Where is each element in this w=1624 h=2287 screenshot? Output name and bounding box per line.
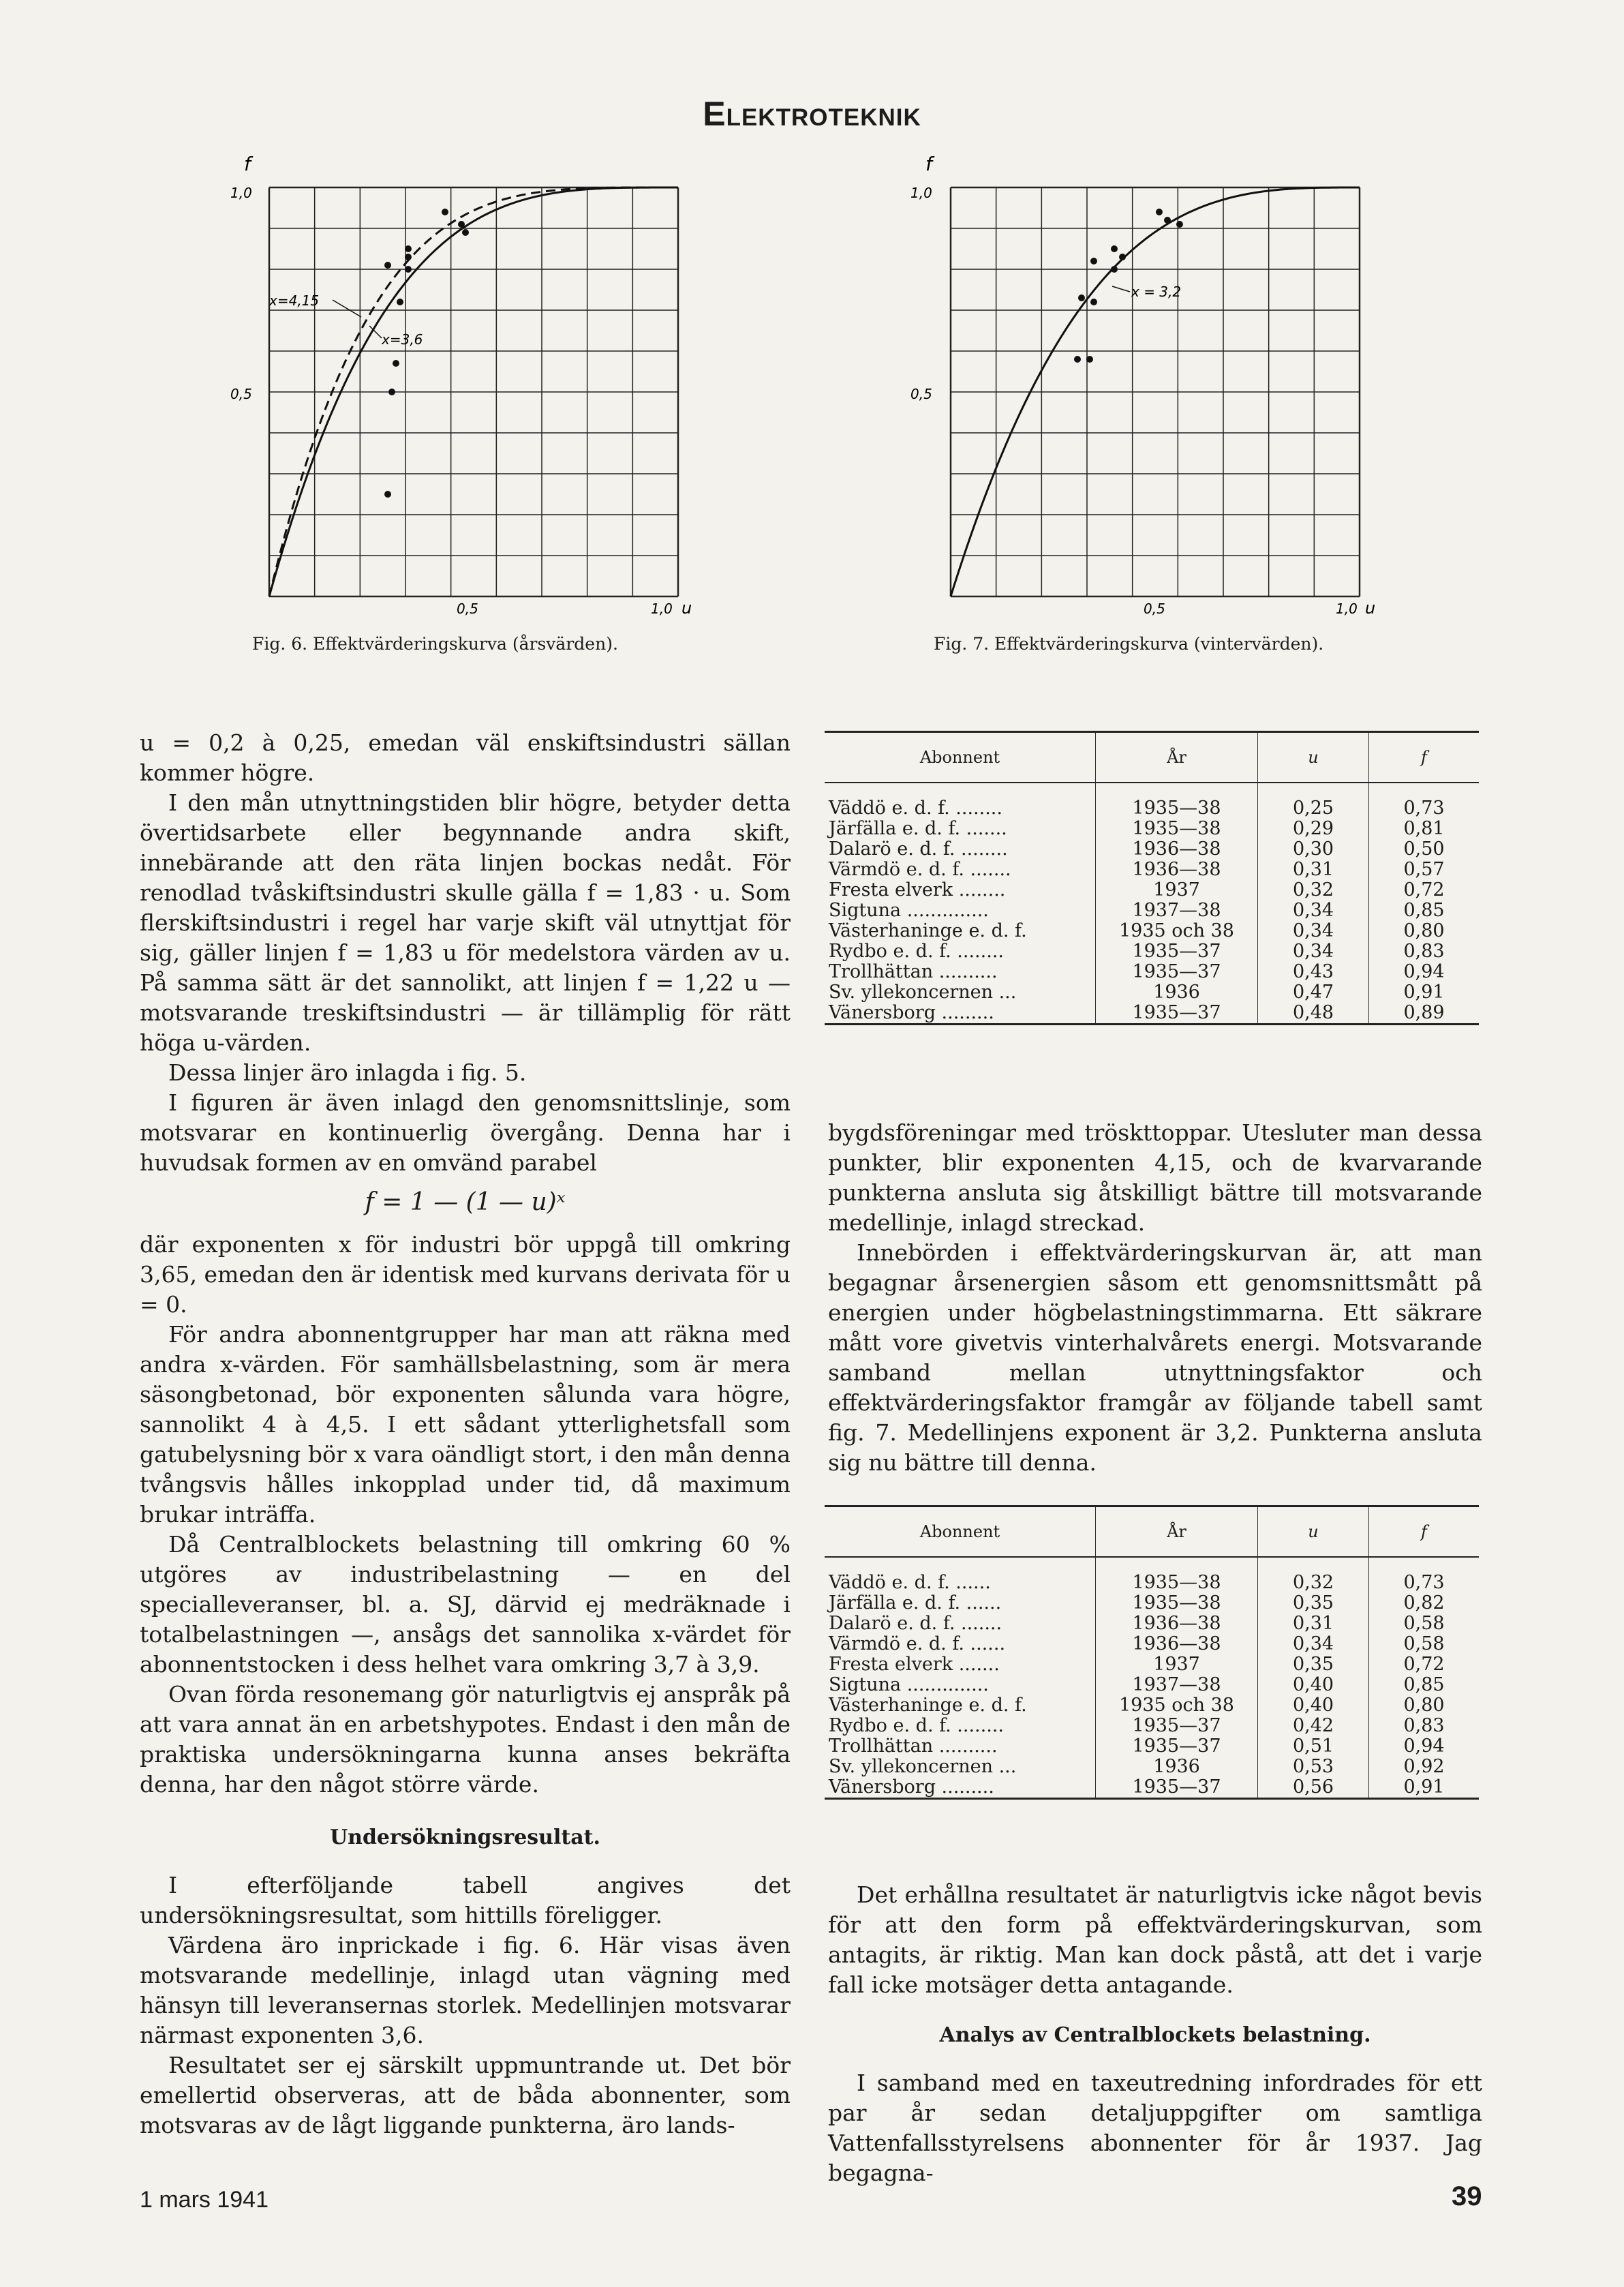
fig7-y-tick-mid: 0,5 <box>910 386 932 402</box>
table2-row <box>825 1634 1479 1654</box>
table1-cell: Vänersborg ......... <box>829 1002 994 1023</box>
table1-cell: Järfälla e. d. f. ....... <box>829 818 1007 839</box>
table1-cell: 0,34 <box>1258 941 1369 962</box>
fig6-caption <box>252 633 702 656</box>
fig6-annot-36: x=3,6 <box>382 331 423 348</box>
table2-cell: 0,42 <box>1258 1716 1369 1736</box>
fig6-data-point <box>384 262 391 269</box>
right-heading: Analys av Centralblockets belastning. <box>939 2023 1371 2047</box>
table1-cell: 1935—37 <box>1096 1003 1258 1025</box>
left-column <box>140 728 791 2140</box>
fig6-data-point <box>388 389 395 395</box>
table2-row <box>825 1675 1479 1695</box>
table1-cell: Väddö e. d. f. ........ <box>829 798 1002 819</box>
table2-cell: Väddö e. d. f. ...... <box>829 1572 991 1593</box>
table2-cell: 0,35 <box>1258 1654 1369 1675</box>
fig7-data-point <box>1090 299 1097 305</box>
left-p5: där exponenten x för industri bör uppgå till omkring 3,65, emedan den är identisk med kurvans derivata för u = 0. <box>140 1231 791 1318</box>
table1-row <box>825 941 1479 962</box>
left-p10: Värdena äro inprickade i fig. 6. Här visas även motsvarande medellinje, inlagd utan vägning med hänsyn till leveransernas storlek. Medellinjen motsvarar närmast exponenten 3,6. <box>140 1932 791 2048</box>
table2-cell: Rydbo e. d. f. ........ <box>829 1715 1004 1736</box>
right-column-bottom <box>828 1880 1482 2188</box>
left-p8: Ovan förda resonemang gör naturligtvis ej anspråk på att vara annat än en arbetshypotes. Endast i den mån de praktiska undersökningarna kunna anses bekräfta denna, har den något större värde. <box>140 1681 791 1798</box>
table2-cell: Sv. yllekoncernen ... <box>829 1756 1017 1777</box>
table1-row <box>825 839 1479 860</box>
table2-cell: 1935—37 <box>1096 1777 1258 1799</box>
fig6-data-point <box>458 221 465 228</box>
table1-cell: Sv. yllekoncernen ... <box>829 982 1017 1003</box>
table2-cell: 0,83 <box>1369 1716 1480 1736</box>
table1-cell: 0,25 <box>1258 798 1369 819</box>
table2-row <box>825 1736 1479 1757</box>
table2-cell: 1936—38 <box>1096 1614 1258 1634</box>
table1-cell: 0,81 <box>1369 819 1480 839</box>
table1-row <box>825 819 1479 839</box>
table1-cell: 0,43 <box>1258 962 1369 982</box>
fig7-data-point <box>1074 356 1081 363</box>
table2-cell: 0,56 <box>1258 1777 1369 1799</box>
table1-cell: 1935 och 38 <box>1096 921 1258 941</box>
right-column-top <box>828 1118 1482 1478</box>
table2-cell: 0,58 <box>1369 1614 1480 1634</box>
table1-cell: 0,30 <box>1258 839 1369 860</box>
table1-row <box>825 880 1479 900</box>
fig7-x-tick-right: 1,0 <box>1336 601 1358 617</box>
table1-cell: 1935—37 <box>1096 962 1258 982</box>
table2-row <box>825 1716 1479 1736</box>
fig6-x-tick-right: 1,0 <box>651 601 673 617</box>
table2-cell: Fresta elverk ....... <box>829 1654 1000 1675</box>
table2-cell: 0,91 <box>1369 1777 1480 1799</box>
table1-cell: 0,47 <box>1258 982 1369 1003</box>
table2-cell: Järfälla e. d. f. ...... <box>829 1592 1002 1614</box>
t2-header-f: f <box>1369 1506 1480 1558</box>
table1-cell: 0,89 <box>1369 1003 1480 1025</box>
right-p3: Det erhållna resultatet är naturligtvis icke något bevis för att den form på effektvärderingskurvan, som antagits, är riktig. Man kan dock påstå, att det i varje fall icke motsäger detta antagande. <box>828 1881 1482 1998</box>
fig7-data-point <box>1078 294 1085 301</box>
table1-cell: 1937 <box>1096 880 1258 900</box>
left-p7: Då Centralblockets belastning till omkring 60 % utgöres av industribelastning — en del specialleveranser, bl. a. SJ, därvid ej medräknade i totalbelastningen —, ansågs det sannolika x-värdet för abonnentstocken i dess helhet vara omkring 3,7 à 3,9. <box>140 1531 791 1678</box>
table2-cell: 0,92 <box>1369 1757 1480 1777</box>
right-p4: I samband med en taxeutredning infordrades för ett par år sedan detaljuppgifter om samtliga Vattenfallsstyrelsens abonnenter för år 1937. Jag begagna- <box>828 2070 1482 2186</box>
fig7-y-tick-top: 1,0 <box>910 185 932 201</box>
fig7-annot-32: x = 3,2 <box>1131 284 1182 300</box>
fig7-data-point <box>1176 221 1183 228</box>
table2-row <box>825 1614 1479 1634</box>
fig7-caption <box>934 633 1383 656</box>
left-p6: För andra abonnentgrupper har man att räkna med andra x-värden. För samhällsbelastning, som är mera säsongbetonad, bör exponenten sålunda vara högre, sannolikt 4 à 4,5. I ett sådant ytterlighetsfall som gatubelysning bör x vara oändligt stort, i den mån denna tvångsvis hålles inkopplad under tid, då maximum brukar inträffa. <box>140 1321 791 1528</box>
table1-row <box>825 798 1479 819</box>
table1-cell: Sigtuna .............. <box>829 900 989 921</box>
t2-header-abonnent: Abonnent <box>825 1506 1096 1558</box>
table1-row <box>825 1003 1479 1025</box>
table2-cell: 0,72 <box>1369 1654 1480 1675</box>
table2-cell: 1935—37 <box>1096 1736 1258 1757</box>
table1-cell: 0,94 <box>1369 962 1480 982</box>
table1-cell: Västerhaninge e. d. f. <box>829 920 1027 941</box>
table2-cell: 1935—38 <box>1096 1573 1258 1593</box>
left-p4: I figuren är även inlagd den genomsnittslinje, som motsvarar en kontinuerlig övergång. Denna har i huvudsak formen av en omvänd parabel <box>140 1089 791 1176</box>
table1-cell: 0,32 <box>1258 880 1369 900</box>
fig6-data-point <box>405 254 412 260</box>
table2-cell: 0,40 <box>1258 1695 1369 1716</box>
table2-cell: Värmdö e. d. f. ...... <box>829 1633 1006 1654</box>
table1-cell: 0,85 <box>1369 900 1480 921</box>
table-1 <box>825 731 1479 1025</box>
table2-cell: Vänersborg ......... <box>829 1776 994 1798</box>
fig6-x-tick-mid: 0,5 <box>457 601 478 617</box>
fig6-data-point <box>442 209 448 215</box>
table2-cell: Sigtuna .............. <box>829 1674 989 1695</box>
fig7-x-tick-mid: 0,5 <box>1144 601 1165 617</box>
table1-cell: 0,72 <box>1369 880 1480 900</box>
table1-row <box>825 962 1479 982</box>
table2-row <box>825 1573 1479 1593</box>
table1-cell: 0,48 <box>1258 1003 1369 1025</box>
t2-header-year: År <box>1096 1506 1258 1558</box>
table1-cell: Trollhättan .......... <box>829 961 998 982</box>
table2-cell: 0,58 <box>1369 1634 1480 1654</box>
table1-cell: 1936—38 <box>1096 860 1258 880</box>
figure-6 <box>218 143 709 634</box>
fig7-data-point <box>1086 356 1093 363</box>
table2-cell: 1937 <box>1096 1654 1258 1675</box>
t1-header-abonnent: Abonnent <box>825 732 1096 783</box>
table2-cell: 1935—38 <box>1096 1593 1258 1614</box>
table1-cell: 0,29 <box>1258 819 1369 839</box>
fig7-data-point <box>1090 258 1097 264</box>
figure-7 <box>900 143 1390 634</box>
table1-cell: 0,91 <box>1369 982 1480 1003</box>
table2-row <box>825 1593 1479 1614</box>
table1-cell: Värmdö e. d. f. ....... <box>829 859 1011 880</box>
table2-cell: 0,73 <box>1369 1573 1480 1593</box>
table1-cell: 0,34 <box>1258 900 1369 921</box>
table1-row <box>825 860 1479 880</box>
table2-cell: Trollhättan .......... <box>829 1736 998 1757</box>
table2-row <box>825 1695 1479 1716</box>
table1-cell: 1935—38 <box>1096 819 1258 839</box>
table1-cell: 0,50 <box>1369 839 1480 860</box>
table1-cell: 0,73 <box>1369 798 1480 819</box>
fig7-x-axis-label: u <box>1365 599 1376 618</box>
table1-cell: 0,31 <box>1258 860 1369 880</box>
table1-row <box>825 900 1479 921</box>
table1-row <box>825 921 1479 941</box>
formula: f = 1 — (1 — u)ˣ <box>365 1188 566 1216</box>
table1-cell: 1937—38 <box>1096 900 1258 921</box>
page-number: 39 <box>1452 2181 1482 2211</box>
table2-cell: 0,40 <box>1258 1675 1369 1695</box>
table2-cell: Västerhaninge e. d. f. <box>829 1695 1027 1716</box>
table2-cell: 1935—37 <box>1096 1716 1258 1736</box>
fig6-data-point <box>462 229 469 236</box>
right-p1: bygdsföreningar med tröskttoppar. Utesluter man dessa punkter, blir exponenten 4,15, och de kvarvarande punkterna ansluta sig åtskilligt bättre till motsvarande medellinje, inlagd streckad. <box>828 1119 1482 1236</box>
table2-cell: 0,34 <box>1258 1634 1369 1654</box>
table-2 <box>825 1505 1479 1800</box>
fig7-data-point <box>1119 254 1126 260</box>
table2-cell: Dalarö e. d. f. ....... <box>829 1613 1002 1634</box>
table1-cell: 0,80 <box>1369 921 1480 941</box>
fig6-y-tick-mid: 0,5 <box>230 386 252 402</box>
fig7-data-point <box>1164 217 1171 224</box>
fig6-data-point <box>384 491 391 498</box>
table1-cell: 1936—38 <box>1096 839 1258 860</box>
fig6-caption-text: Fig. 6. Effektvärderingskurva (årsvärden). <box>252 634 618 654</box>
t1-header-u: u <box>1258 732 1369 783</box>
fig6-data-point <box>393 360 399 367</box>
fig6-x-axis-label: u <box>681 599 692 618</box>
fig6-y-tick-top: 1,0 <box>230 185 252 201</box>
t2-header-u: u <box>1258 1506 1369 1558</box>
table2-cell: 1935 och 38 <box>1096 1695 1258 1716</box>
left-p11: Resultatet ser ej särskilt uppmuntrande ut. Det bör emellertid observeras, att de båda abonnenter, som motsvaras av de lågt liggande punkterna, äro lands- <box>140 2052 791 2138</box>
table2-cell: 1937—38 <box>1096 1675 1258 1695</box>
fig7-data-point <box>1111 266 1118 273</box>
table2-cell: 0,82 <box>1369 1593 1480 1614</box>
fig6-grid <box>269 187 678 596</box>
fig7-data-point <box>1111 245 1118 252</box>
table2-cell: 0,31 <box>1258 1614 1369 1634</box>
table1-cell: Dalarö e. d. f. ........ <box>829 838 1008 860</box>
fig6-data-point <box>405 266 412 273</box>
table2-cell: 0,32 <box>1258 1573 1369 1593</box>
footer-date: 1 mars 1941 <box>140 2187 269 2213</box>
table2-cell: 1936—38 <box>1096 1634 1258 1654</box>
fig7-caption-text: Fig. 7. Effektvärderingskurva (vintervärden). <box>934 634 1324 654</box>
table1-cell: 1936 <box>1096 982 1258 1003</box>
table2-row <box>825 1654 1479 1675</box>
t1-header-year: År <box>1096 732 1258 783</box>
table2-cell: 0,85 <box>1369 1675 1480 1695</box>
fig7-y-axis-label: f <box>925 153 932 175</box>
left-p3: Dessa linjer äro inlagda i fig. 5. <box>168 1059 527 1086</box>
left-p9: I efterföljande tabell angives det undersökningsresultat, som hittills föreligger. <box>140 1872 791 1928</box>
table1-cell: 1935—37 <box>1096 941 1258 962</box>
table2-cell: 0,51 <box>1258 1736 1369 1757</box>
table2-cell: 0,35 <box>1258 1593 1369 1614</box>
fig6-annot-415: x=4,15 <box>269 292 320 309</box>
table1-cell: Rydbo e. d. f. ........ <box>829 941 1004 962</box>
table1-cell: 0,83 <box>1369 941 1480 962</box>
left-p1: u = 0,2 à 0,25, emedan väl enskiftsindustri sällan kommer högre. <box>140 729 791 786</box>
right-p2: Innebörden i effektvärderingskurvan är, att man begagnar årsenergien såsom ett genomsnittsmått på energien under högbelastningstimmarna. Ett säkrare mått vore givetvis vinterhalvårets energi. Motsvarande samband mellan utnyttningsfaktor och effektvärderingsfaktor framgår av följande tabell samt fig. 7. Medellinjens exponent är 3,2. Punkterna ansluta sig nu bättre till denna. <box>828 1239 1482 1476</box>
fig7-data-point <box>1156 209 1163 215</box>
fig6-data-point <box>405 245 412 252</box>
table2-cell: 0,94 <box>1369 1736 1480 1757</box>
table2-row <box>825 1757 1479 1777</box>
fig6-y-axis-label: f <box>244 153 251 175</box>
table1-cell: 0,34 <box>1258 921 1369 941</box>
t1-header-f: f <box>1369 732 1480 783</box>
table2-cell: 0,53 <box>1258 1757 1369 1777</box>
running-header: Elektroteknik <box>703 95 921 133</box>
table2-cell: 0,80 <box>1369 1695 1480 1716</box>
table1-row <box>825 982 1479 1003</box>
table1-cell: Fresta elverk ........ <box>829 879 1006 900</box>
fig6-data-point <box>397 299 403 305</box>
table1-cell: 0,57 <box>1369 860 1480 880</box>
left-p2: I den mån utnyttningstiden blir högre, betyder detta övertidsarbete eller begynnande andra skift, innebärande att den räta linjen bockas nedåt. För renodlad tvåskiftsindustri skulle gälla f = 1,83 · u. Som flerskiftsindustri i regel har varje skift väl utnyttjat för sig, gäller linjen f = 1,83 u för medelstora värden av u. På samma sätt är det sannolikt, att linjen f = 1,22 u — motsvarande treskiftsindustri — är tillämplig för rätt höga u-värden. <box>140 789 791 1056</box>
table1-cell: 1935—38 <box>1096 798 1258 819</box>
table2-cell: 1936 <box>1096 1757 1258 1777</box>
left-heading: Undersökningsresultat. <box>329 1826 600 1849</box>
table2-row <box>825 1777 1479 1799</box>
